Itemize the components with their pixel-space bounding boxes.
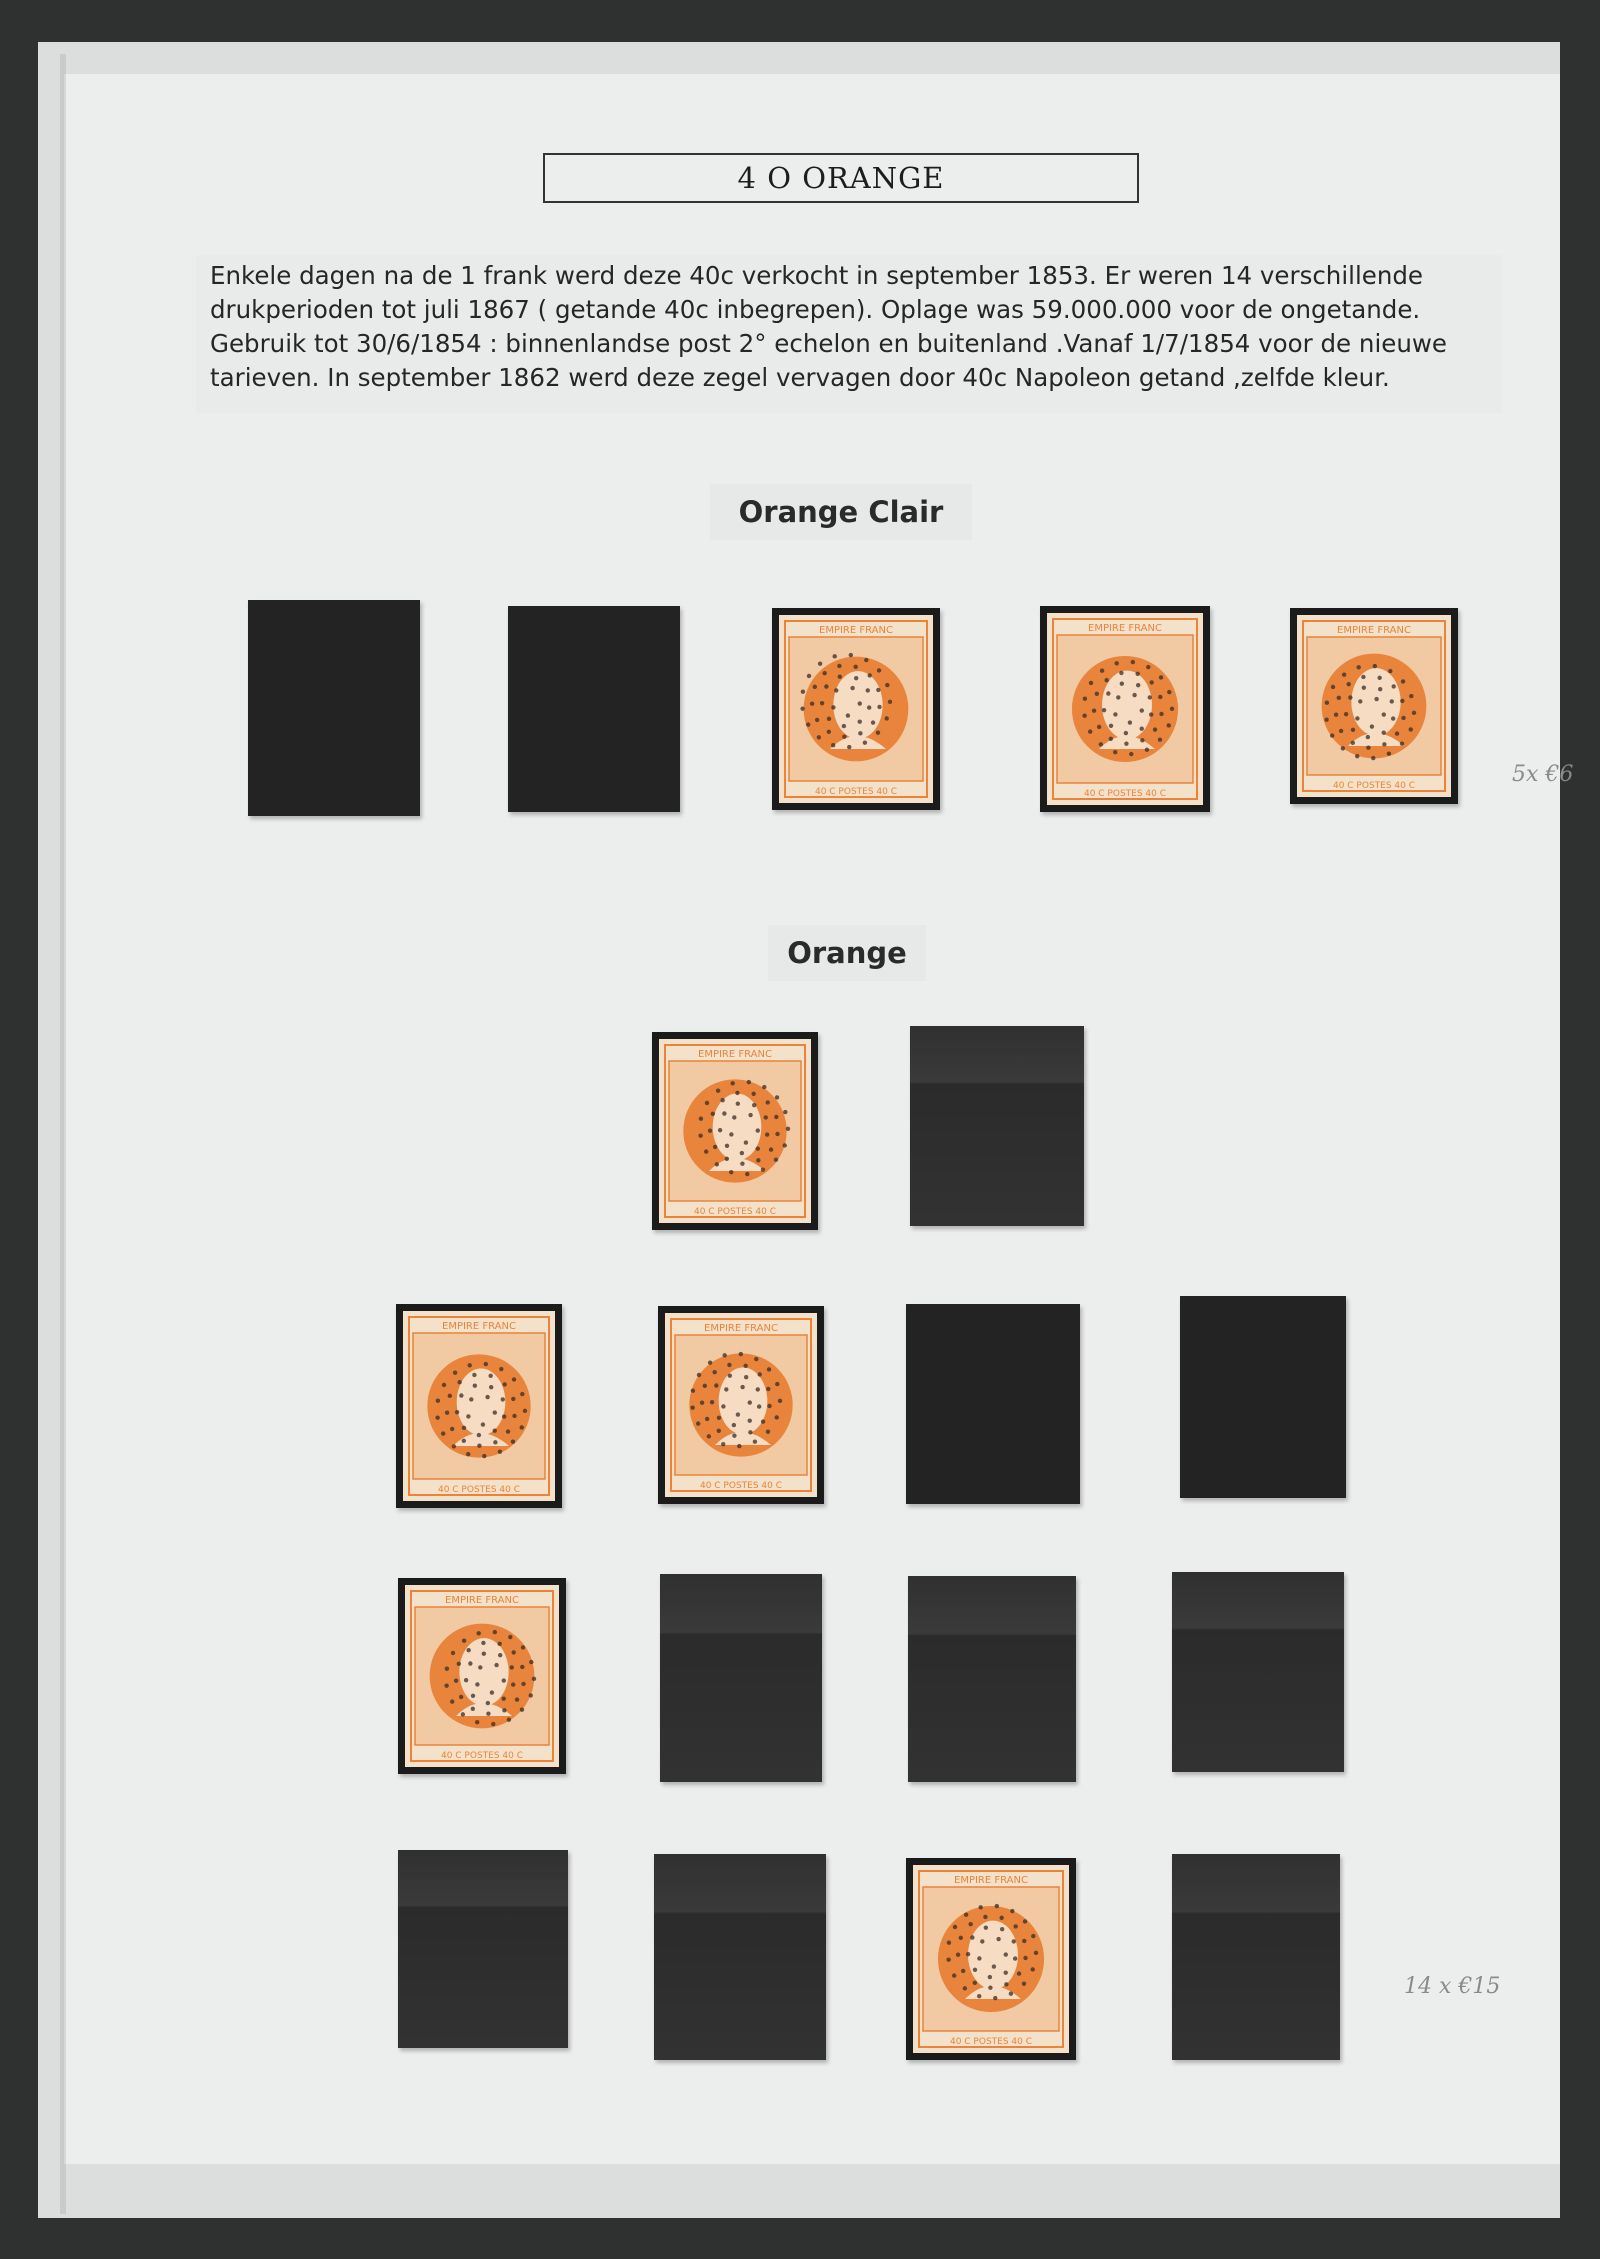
empty-stamp-mount <box>906 1304 1080 1504</box>
price-note-orange: 14 x €15 <box>1404 1974 1501 1999</box>
stamp-40c-napoleon <box>403 1311 555 1501</box>
empty-stamp-mount <box>908 1576 1076 1782</box>
stamp-40c-napoleon <box>659 1039 811 1223</box>
stamp-40c-napoleon <box>665 1313 817 1497</box>
stamp-mount <box>1290 608 1458 804</box>
stamp-top-text: EMPIRE FRANC <box>954 1875 1028 1886</box>
empty-stamp-mount <box>654 1854 826 2060</box>
stamp-bottom-text: 40 C POSTES 40 C <box>440 1751 524 1761</box>
intro-text <box>196 255 1502 413</box>
stamp-mount <box>652 1032 818 1230</box>
price-note-orange-clair: 5x €6 <box>1512 762 1574 787</box>
stamp-mount <box>658 1306 824 1504</box>
intro-line: Gebruik tot 30/6/1854 : binnenlandse post 2° echelon en buitenland .Vanaf 1/7/1854 voor de nieuwe <box>210 329 1447 358</box>
section-title-orange-clair: Orange Clair <box>710 484 972 540</box>
stamp-bottom-text: 40 C POSTES 40 C <box>814 787 898 797</box>
empty-stamp-mount <box>660 1574 822 1782</box>
stamp-top-text: EMPIRE FRANC <box>442 1321 516 1332</box>
stamp-bottom-text: 40 C POSTES 40 C <box>1332 781 1416 791</box>
empty-stamp-mount <box>508 606 680 812</box>
intro-line: drukperioden tot juli 1867 ( getande 40c inbegrepen). Oplage was 59.000.000 voor de ongetande. <box>210 295 1421 324</box>
stamp-top-text: EMPIRE FRANC <box>445 1595 519 1606</box>
stamp-bottom-text: 40 C POSTES 40 C <box>949 2037 1033 2047</box>
empty-stamp-mount <box>910 1026 1084 1226</box>
empty-stamp-mount <box>398 1850 568 2048</box>
stamp-bottom-text: 40 C POSTES 40 C <box>1083 789 1167 799</box>
stamp-40c-napoleon <box>913 1865 1069 2053</box>
stamp-top-text: EMPIRE FRANC <box>1088 623 1162 634</box>
stamp-bottom-text: 40 C POSTES 40 C <box>437 1485 521 1495</box>
empty-stamp-mount <box>1172 1572 1344 1772</box>
stamp-40c-napoleon <box>1297 615 1451 797</box>
empty-stamp-mount <box>1172 1854 1340 2060</box>
empty-stamp-mount <box>248 600 420 816</box>
stamp-mount <box>906 1858 1076 2060</box>
stamp-mount <box>1040 606 1210 812</box>
page-title: 4 O ORANGE <box>543 153 1139 203</box>
stamp-mount <box>396 1304 562 1508</box>
stamp-bottom-text: 40 C POSTES 40 C <box>693 1207 777 1217</box>
empty-stamp-mount <box>1180 1296 1346 1498</box>
intro-line: tarieven. In september 1862 werd deze zegel vervagen door 40c Napoleon getand ,zelfde kleur. <box>210 363 1390 392</box>
section-title-orange: Orange <box>768 925 926 981</box>
intro-line: Enkele dagen na de 1 frank werd deze 40c verkocht in september 1853. Er weren 14 verschillende <box>210 261 1423 290</box>
stamp-top-text: EMPIRE FRANC <box>1337 625 1411 636</box>
stamp-mount <box>772 608 940 810</box>
stamp-top-text: EMPIRE FRANC <box>698 1049 772 1060</box>
stamp-40c-napoleon <box>405 1585 559 1767</box>
stamp-40c-napoleon <box>1047 613 1203 805</box>
stamp-40c-napoleon <box>779 615 933 803</box>
stamp-bottom-text: 40 C POSTES 40 C <box>699 1481 783 1491</box>
stamp-mount <box>398 1578 566 1774</box>
stamp-top-text: EMPIRE FRANC <box>819 625 893 636</box>
stamp-top-text: EMPIRE FRANC <box>704 1323 778 1334</box>
